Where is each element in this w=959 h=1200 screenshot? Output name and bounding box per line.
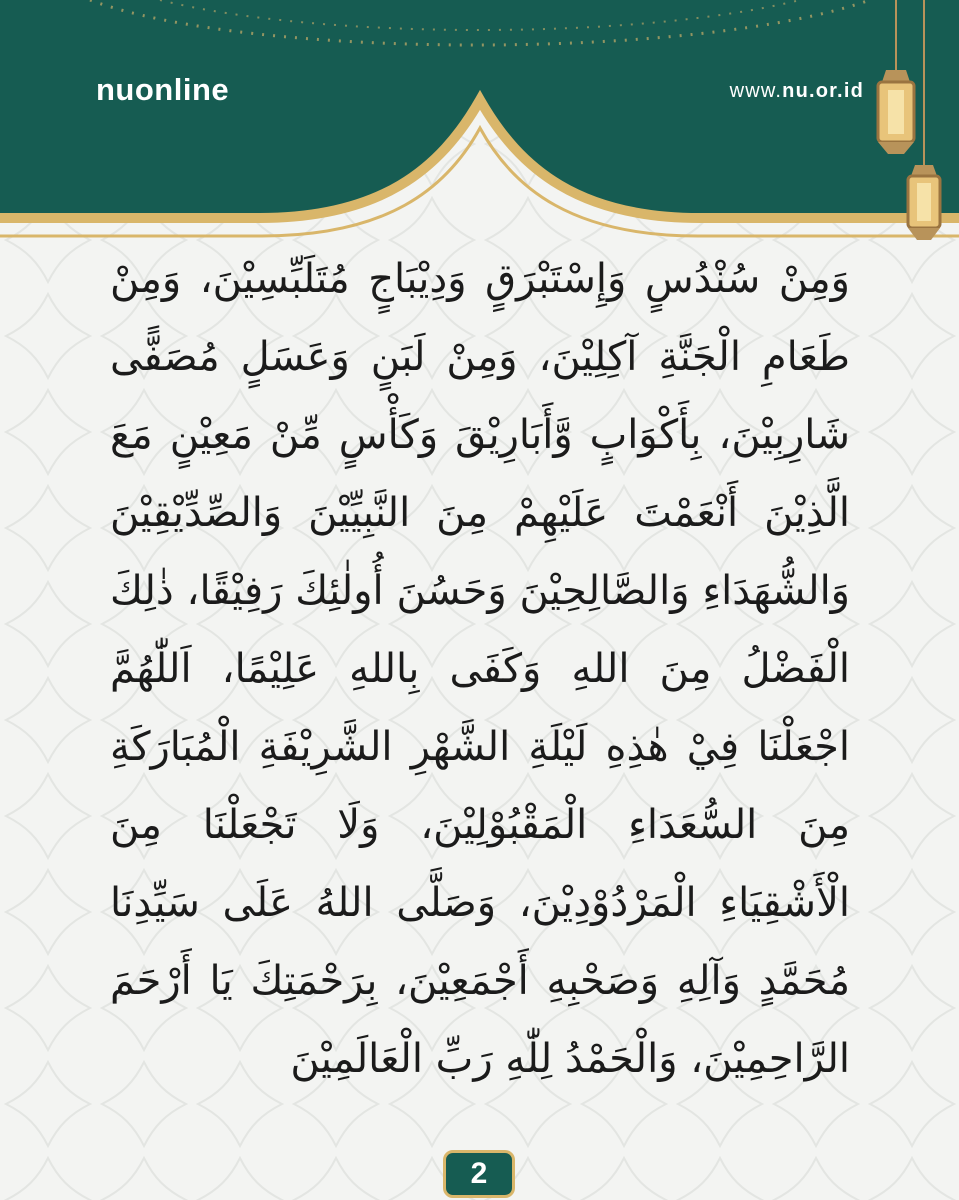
url-prefix: www. <box>729 80 783 102</box>
arabic-prayer-text: وَمِنْ سُنْدُسٍ وَإِسْتَبْرَقٍ وَدِيْبَاجٍ مُتَلَبِّسِيْنَ، وَمِنْ طَعَامِ الْجَنَّةِ آكِلِيْنَ، وَمِنْ لَبَنٍ وَعَسَلٍ مُصَفًّى شَارِبِيْنَ، بِأَكْوَابٍ وَّأَبَارِيْقَ وَكَأْسٍ مِّنْ مَعِيْنٍ مَعَ الَّذِيْنَ أَنْعَمْتَ عَلَيْهِمْ مِنَ النَّبِيِّيْنَ وَالصِّدِّيْقِيْنَ وَالشُّهَدَاءِ وَالصَّالِحِيْنَ وَحَسُنَ أُولٰئِكَ رَفِيْقًا، ذٰلِكَ الْفَضْلُ مِنَ اللهِ وَكَفَى بِاللهِ عَلِيْمًا، اَللّٰهُمَّ اجْعَلْنَا فِيْ هٰذِهِ لَيْلَةِ الشَّهْرِ الشَّرِيْفَةِ الْمُبَارَكَةِ مِنَ السُّعَدَاءِ الْمَقْبُوْلِيْنَ، وَلَا تَجْعَلْنَا مِنَ الْأَشْقِيَاءِ الْمَرْدُوْدِيْنَ، وَصَلَّى اللهُ عَلَى سَيِّدِنَا مُحَمَّدٍ وَآلِهِ وَصَحْبِهِ أَجْمَعِيْنَ، بِرَحْمَتِكَ يَا أَرْحَمَ الرَّاحِمِيْنَ، وَالْحَمْدُ لِلّٰهِ رَبِّ الْعَالَمِيْنَ <box>110 256 850 1082</box>
page-number-badge: 2 <box>443 1150 515 1198</box>
url-domain: nu.or.id <box>782 80 864 102</box>
nuonline-logo: nuonline <box>96 72 230 107</box>
website-url[interactable] <box>730 80 864 103</box>
header-banner <box>0 0 959 280</box>
hanging-lantern-icon <box>860 0 959 260</box>
hanging-lantern-icon <box>878 0 914 154</box>
